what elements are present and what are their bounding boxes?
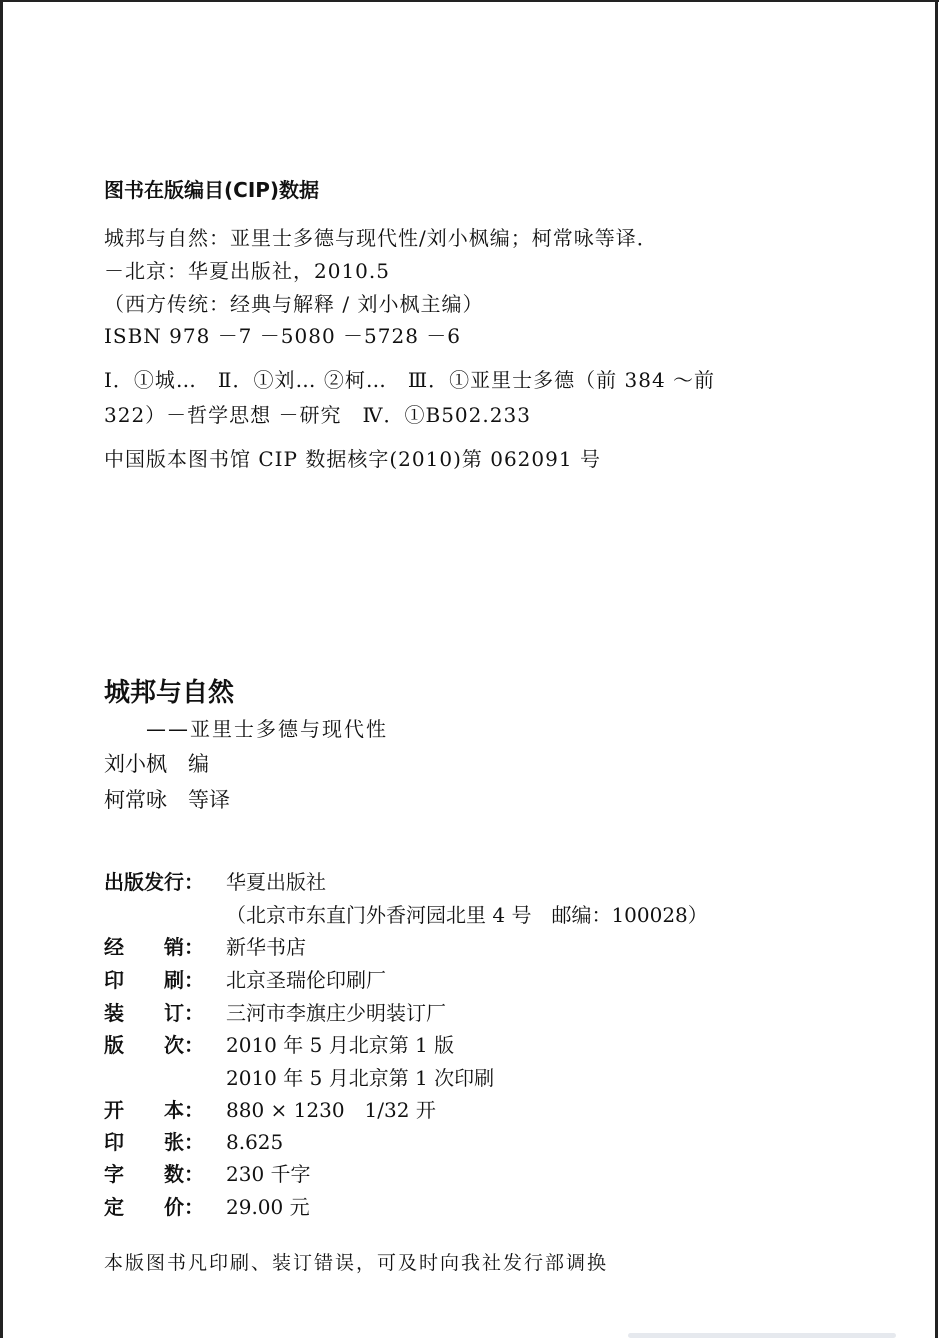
format-value: 880 × 1230 1/32 开 — [226, 1098, 436, 1122]
distributor-label: 经 销： — [104, 935, 204, 959]
cip-line-publisher: －北京：华夏出版社，2010.5 — [104, 259, 390, 283]
book-translator: 柯常咏 等译 — [104, 788, 230, 812]
book-subtitle: ——亚里士多德与现代性 — [146, 717, 388, 741]
price-row — [104, 1191, 310, 1220]
binder-label: 装 订： — [104, 1001, 204, 1025]
binder-value: 三河市李旗庄少明装订厂 — [226, 1001, 446, 1025]
distributor-row — [104, 931, 306, 960]
sheets-row — [104, 1126, 283, 1155]
cip-heading: 图书在版编目(CIP)数据 — [104, 178, 320, 202]
sheets-value: 8.625 — [226, 1130, 284, 1154]
publisher-address: （北京市东直门外香河园北里 4 号 邮编：100028） — [226, 903, 708, 927]
printer-label: 印 刷： — [104, 968, 204, 992]
printer-value: 北京圣瑞伦印刷厂 — [226, 968, 386, 992]
cip-line-classification: Ⅰ．①城… Ⅱ．①刘… ②柯… Ⅲ．①亚里士多德（前 384 ～前 — [104, 368, 716, 392]
cip-line-series: （西方传统：经典与解释 / 刘小枫主编） — [104, 292, 484, 316]
cip-line-title: 城邦与自然：亚里士多德与现代性/刘小枫编；柯常咏等译． — [104, 226, 658, 250]
printer-row — [104, 964, 386, 993]
page-border-left — [0, 0, 3, 1338]
format-label: 开 本： — [104, 1098, 204, 1122]
cip-line-record-number: 中国版本图书馆 CIP 数据核字(2010)第 062091 号 — [104, 447, 601, 471]
book-title: 城邦与自然 — [104, 678, 235, 708]
price-label: 定 价： — [104, 1195, 204, 1219]
errata-notice: 本版图书凡印刷、装订错误，可及时向我社发行部调换 — [104, 1252, 609, 1274]
words-label: 字 数： — [104, 1162, 204, 1186]
format-row — [104, 1094, 436, 1123]
publisher-value: 华夏出版社 — [226, 870, 326, 894]
binder-row — [104, 997, 446, 1026]
printing-value: 2010 年 5 月北京第 1 次印刷 — [226, 1066, 495, 1090]
horizontal-scrollbar[interactable] — [628, 1333, 896, 1338]
distributor-value: 新华书店 — [226, 935, 306, 959]
cip-line-isbn: ISBN 978 －7 －5080 －5728 －6 — [104, 324, 462, 348]
edition-label: 版 次： — [104, 1033, 204, 1057]
sheets-label: 印 张： — [104, 1130, 204, 1154]
page-border-top — [0, 0, 939, 2]
book-editor: 刘小枫 编 — [104, 752, 209, 776]
publisher-label: 出版发行： — [104, 870, 204, 894]
publisher-row — [104, 866, 326, 895]
words-row — [104, 1158, 311, 1187]
edition-value: 2010 年 5 月北京第 1 版 — [226, 1033, 455, 1057]
cip-line-classification-cont: 322）－哲学思想 －研究 Ⅳ．①B502.233 — [104, 403, 531, 427]
words-value: 230 千字 — [226, 1162, 311, 1186]
price-value: 29.00 元 — [226, 1195, 310, 1219]
edition-row — [104, 1029, 454, 1058]
page-border-right — [935, 0, 938, 1338]
